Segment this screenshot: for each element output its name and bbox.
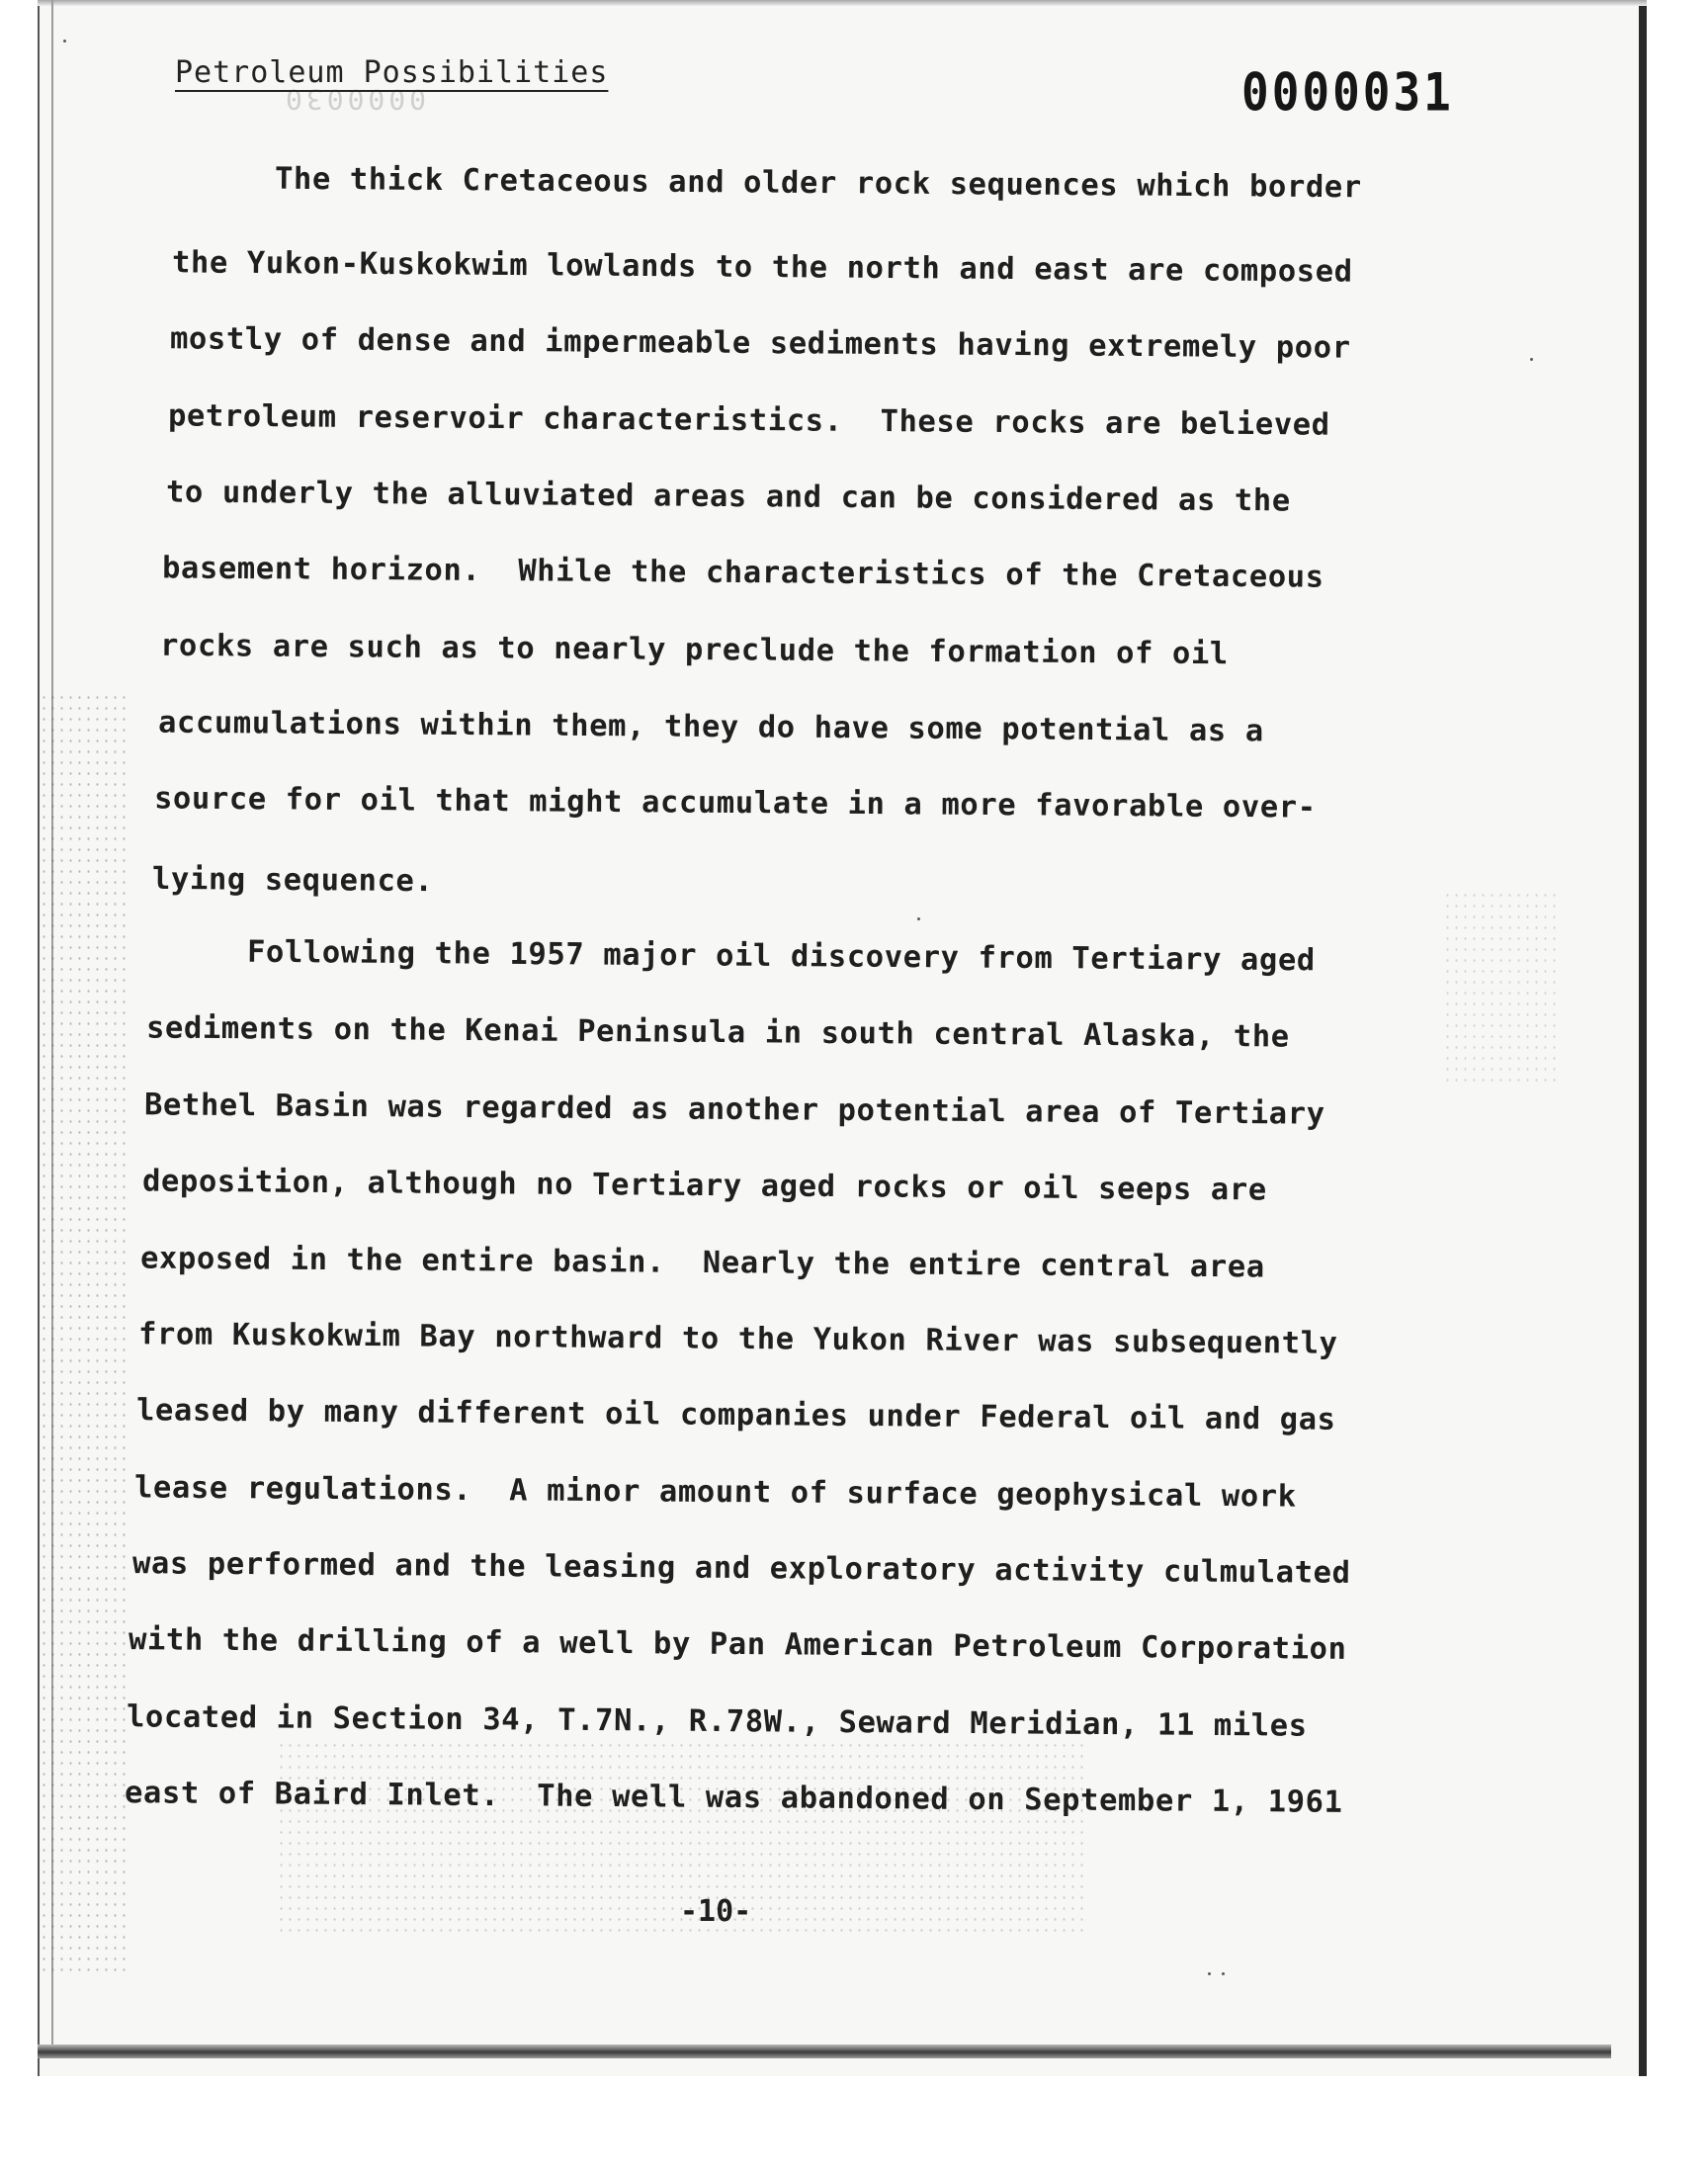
- body-line: deposition, although no Tertiary aged rocks or oil seeps are: [141, 1164, 1267, 1208]
- body-line: exposed in the entire basin. Nearly the entire central area: [139, 1241, 1265, 1285]
- body-line: from Kuskokwim Bay northward to the Yukon River was subsequently: [137, 1317, 1338, 1361]
- speck: [1530, 358, 1533, 361]
- body-line: Bethel Basin was regarded as another potential area of Tertiary: [143, 1088, 1325, 1132]
- body-line: mostly of dense and impermeable sediments having extremely poor: [169, 321, 1351, 366]
- body-line: lying sequence.: [151, 861, 434, 900]
- page-bottom-edge: [38, 2044, 1611, 2058]
- body-line: the Yukon-Kuskokwim lowlands to the north and east are composed: [171, 245, 1353, 290]
- scan-noise-left: [40, 692, 128, 1977]
- body-line: east of Baird Inlet. The well was abandoned on September 1, 1961: [124, 1776, 1343, 1820]
- body-line: lease regulations. A minor amount of surface geophysical work: [133, 1470, 1297, 1515]
- speck: [1208, 1972, 1211, 1975]
- scan-noise-right: [1443, 890, 1562, 1088]
- body-line: with the drilling of a well by Pan American Petroleum Corporation: [128, 1622, 1347, 1667]
- body-line: petroleum reservoir characteristics. These rocks are believed: [167, 398, 1330, 443]
- page-number: -10-: [680, 1894, 752, 1929]
- speck: [917, 917, 920, 920]
- body-line: to underly the alluviated areas and can be considered as the: [165, 475, 1291, 519]
- body-line: leased by many different oil companies under Federal oil and gas: [135, 1393, 1336, 1437]
- body-line: Following the 1957 major oil discovery from Tertiary aged: [246, 934, 1316, 979]
- body-line: located in Section 34, T.7N., R.78W., Seward Meridian, 11 miles: [126, 1699, 1308, 1744]
- body-line: sediments on the Kenai Peninsula in south central Alaska, the: [145, 1010, 1290, 1055]
- body-line: rocks are such as to nearly preclude the formation of oil: [159, 628, 1229, 672]
- body-line: source for oil that might accumulate in a more favorable over-: [153, 781, 1317, 826]
- section-heading: Petroleum Possibilities: [175, 55, 609, 90]
- body-line: accumulations within them, they do have some potential as a: [157, 705, 1264, 749]
- body-line: The thick Cretaceous and older rock sequences which border: [274, 161, 1362, 206]
- page-top-edge: [38, 0, 1647, 6]
- document-control-number: 0000031: [1241, 60, 1454, 124]
- speck: [1222, 1972, 1225, 1975]
- body-line: basement horizon. While the characteristics of the Cretaceous: [161, 551, 1324, 595]
- faint-bleed-through-number: 0000030: [282, 83, 427, 116]
- speck: [63, 40, 66, 43]
- body-line: was performed and the leasing and exploratory activity culmulated: [131, 1546, 1351, 1591]
